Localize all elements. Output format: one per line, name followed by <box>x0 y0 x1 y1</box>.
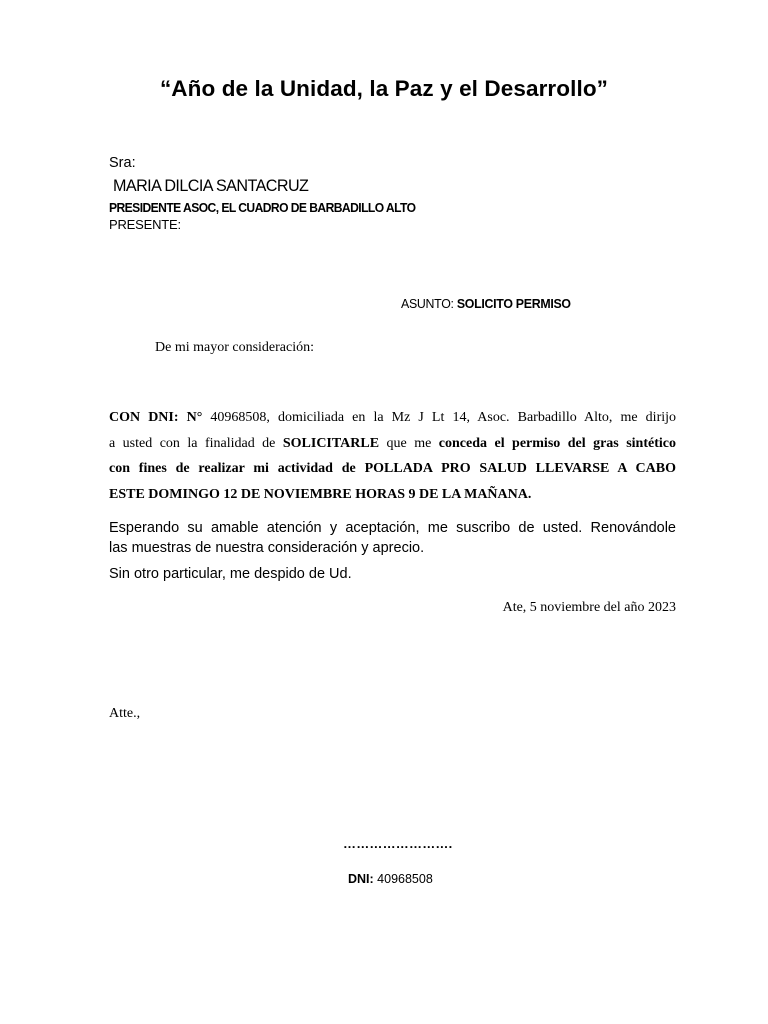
body-line-1 <box>109 405 676 431</box>
closing-paragraph <box>109 518 676 558</box>
body-address: domiciliada en la Mz J Lt 14, Asoc. Barbadillo Alto, me dirijo <box>269 410 677 425</box>
date-line: Ate, 5 noviembre del año 2023 <box>502 600 676 615</box>
atte: Atte., <box>109 706 141 721</box>
body-line-2-d: conceda el permiso del gras sintético <box>438 435 676 451</box>
body-line-2-b: SOLICITARLE <box>282 435 380 451</box>
body-line-2-a: a usted con la finalidad de <box>109 435 283 451</box>
body-line-3-a: con fines de realizar mi actividad de <box>109 461 365 476</box>
body-line-2-c: que me <box>379 435 439 451</box>
signature-dni <box>348 872 433 886</box>
body-line-2 <box>109 431 676 457</box>
signature-dni-label: DNI: <box>348 872 374 886</box>
body-dni-value: 40968508, <box>202 410 270 425</box>
subject-line <box>401 296 571 311</box>
body-line-3 <box>109 456 676 482</box>
closing-line-2: las muestras de nuestra consideración y aprecio. <box>109 540 425 556</box>
closing-line-1: Esperando su amable atención y aceptación, me suscribo de usted. Renovándole <box>109 520 676 536</box>
document-title: “Año de la Unidad, la Paz y el Desarrollo” <box>159 76 609 101</box>
recipient-name: MARIA DILCIA SANTACRUZ <box>113 176 309 195</box>
recipient-presente: PRESENTE: <box>109 217 181 232</box>
subject-value: SOLICITO PERMISO <box>456 296 571 311</box>
recipient-role: PRESIDENTE ASOC, EL CUADRO DE BARBADILLO ALTO <box>109 200 416 215</box>
body-line-3-b: POLLADA PRO SALUD LLEVARSE A CABO <box>364 461 676 476</box>
recipient-salutation: Sra: <box>109 155 136 171</box>
body-line-4-text: ESTE DOMINGO 12 DE NOVIEMBRE HORAS 9 DE LA MAÑANA. <box>109 486 532 502</box>
farewell: Sin otro particular, me despido de Ud. <box>109 566 352 582</box>
greeting: De mi mayor consideración: <box>155 340 315 355</box>
body-dni-label: CON DNI: N° <box>109 410 203 425</box>
body-paragraph <box>109 405 676 507</box>
body-line-4 <box>109 482 676 508</box>
subject-label: ASUNTO: <box>401 296 454 311</box>
signature-line: ……………………. <box>343 836 453 851</box>
signature-dni-value: 40968508 <box>373 872 433 886</box>
